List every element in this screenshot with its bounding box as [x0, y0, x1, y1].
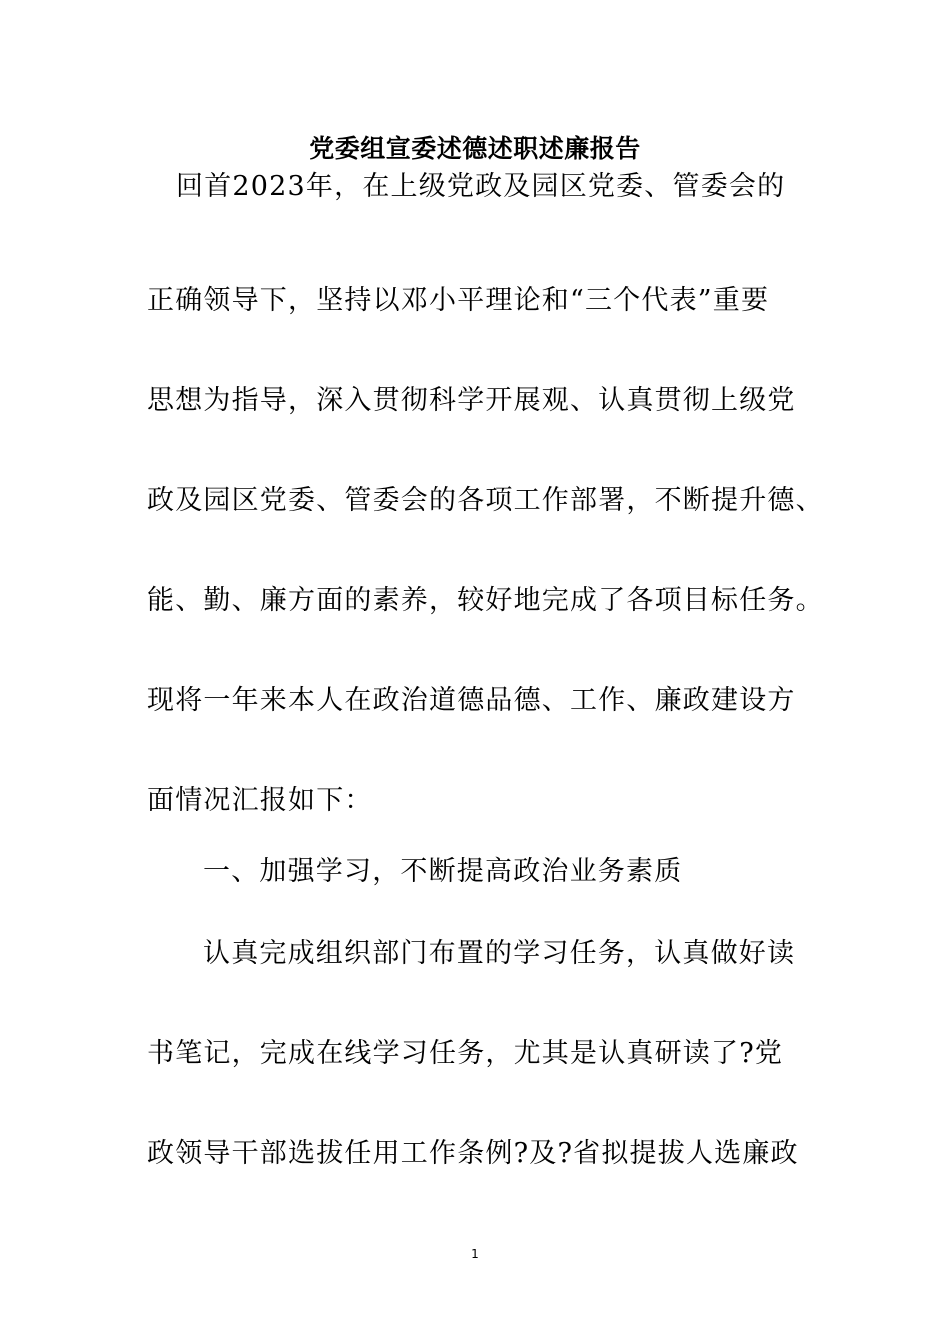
paragraph-line: 正确领导下，坚持以邓小平理论和“三个代表”重要 — [147, 285, 770, 316]
section-heading: 一、加强学习，不断提高政治业务素质 — [203, 856, 683, 887]
paragraph-line: 思想为指导，深入贯彻科学开展观、认真贯彻上级党 — [147, 385, 796, 416]
paragraph-line: 现将一年来本人在政治道德品德、工作、廉政建设方 — [147, 685, 796, 716]
document-title: 党委组宣委述德述职述廉报告 — [309, 134, 641, 163]
paragraph-line: 回首2023年，在上级党政及园区党委、管委会的 — [176, 171, 786, 202]
paragraph-line: 政及园区党委、管委会的各项工作部署，不断提升德、 — [147, 485, 824, 516]
paragraph-line: 认真完成组织部门布置的学习任务，认真做好读 — [203, 938, 796, 969]
page-number: 1 — [471, 1247, 479, 1261]
paragraph-line: 书笔记，完成在线学习任务，尤其是认真研读了?党 — [147, 1038, 784, 1069]
paragraph-line: 面情况汇报如下： — [147, 785, 373, 816]
paragraph-line: 政领导干部选拔任用工作条例?及?省拟提拔人选廉政 — [147, 1138, 799, 1169]
paragraph-line: 能、勤、廉方面的素养，较好地完成了各项目标任务。 — [147, 585, 824, 616]
